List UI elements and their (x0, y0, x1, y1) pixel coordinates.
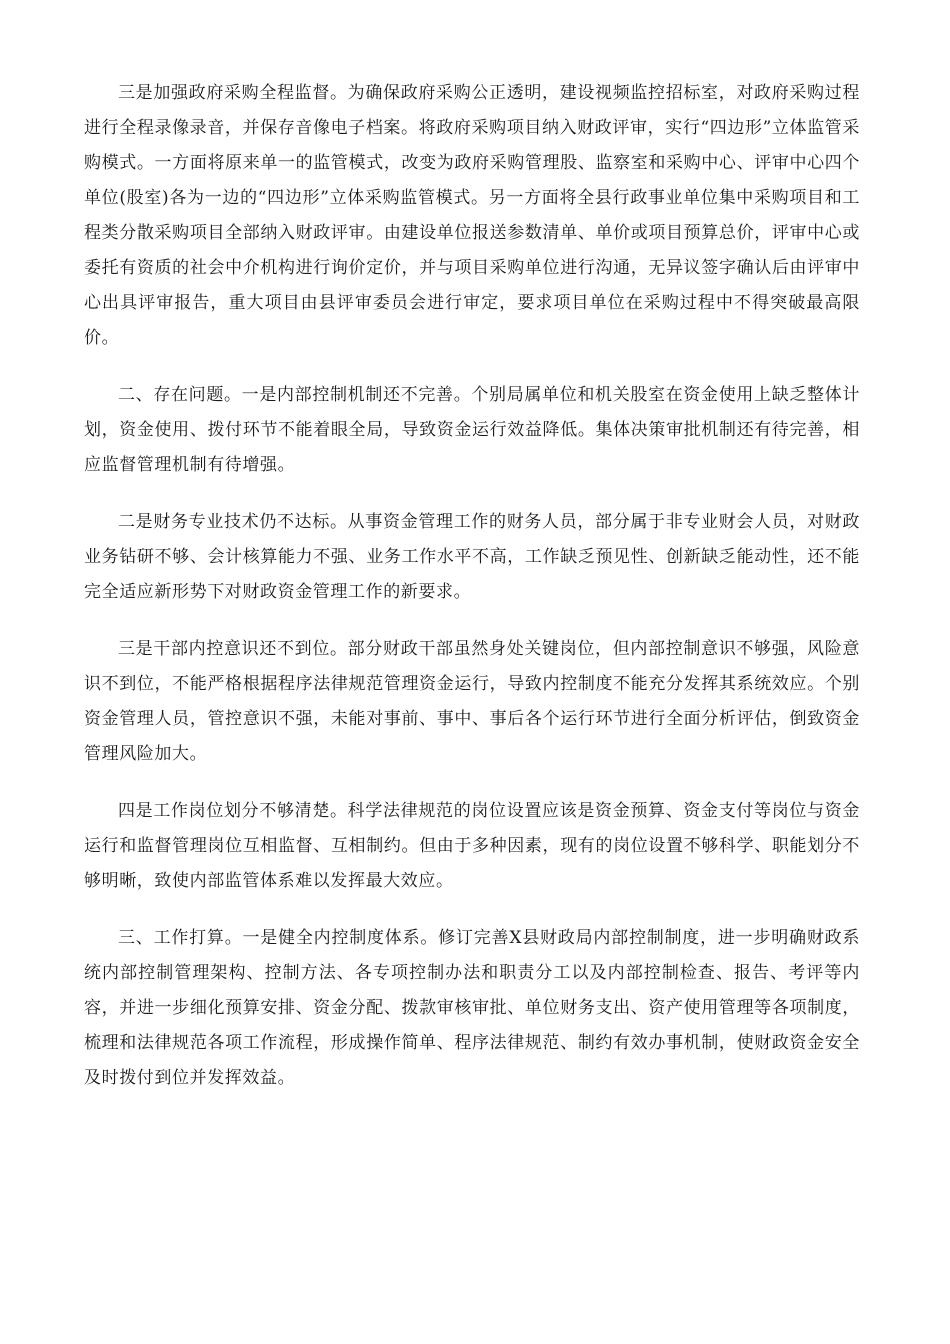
paragraph-work-plan: 三、工作打算。一是健全内控制度体系。修订完善X县财政局内部控制制度，进一步明确财政系统内部控制管理架构、控制方法、各专项控制办法和职责分工以及内部控制检查、报告、考评等内容，并进一步细化预算安排、资金分配、拨款审核审批、单位财务支出、资产使用管理等各项制度，梳理和法律规范各项工作流程，形成操作简单、程序法律规范、制约有效办事机制，使财政资金安全及时拨付到位并发挥效益。 (84, 928, 860, 1088)
paragraph-finance-skills: 二是财务专业技术仍不达标。从事资金管理工作的财务人员，部分属于非专业财会人员，对财政业务钻研不够、会计核算能力不强、业务工作水平不高，工作缺乏预见性、创新缺乏能动性，还不能完全适应新形势下对财政资金管理工作的新要求。 (84, 512, 860, 602)
document-body (84, 76, 860, 1118)
paragraph-existing-problems: 二、存在问题。一是内部控制机制还不完善。个别局属单位和机关股室在资金使用上缺乏整体计划，资金使用、拨付环节不能着眼全局，导致资金运行效益降低。集体决策审批机制还有待完善，相应监督管理机制有待增强。 (84, 385, 860, 475)
paragraph-post-division: 四是工作岗位划分不够清楚。科学法律规范的岗位设置应该是资金预算、资金支付等岗位与资金运行和监督管理岗位互相监督、互相制约。但由于多种因素，现有的岗位设置不够科学、职能划分不够明晰，致使内部监管体系难以发挥最大效应。 (84, 801, 860, 891)
paragraph-procurement-supervision: 三是加强政府采购全程监督。为确保政府采购公正透明，建设视频监控招标室，对政府采购过程进行全程录像录音，并保存音像电子档案。将政府采购项目纳入财政评审，实行“四边形”立体监管采购模式。一方面将原来单一的监管模式，改变为政府采购管理股、监察室和采购中心、评审中心四个单位(股室)各为一边的“四边形”立体采购监管模式。另一方面将全县行政事业单位集中采购项目和工程类分散采购项目全部纳入财政评审。由建设单位报送参数清单、单价或项目预算总价，评审中心或委托有资质的社会中介机构进行询价定价，并与项目采购单位进行沟通，无异议签字确认后由评审中心出具评审报告，重大项目由县评审委员会进行审定，要求项目单位在采购过程中不得突破最高限价。 (84, 83, 860, 348)
paragraph-control-awareness: 三是干部内控意识还不到位。部分财政干部虽然身处关键岗位，但内部控制意识不够强，风险意识不到位，不能严格根据程序法律规范管理资金运行，导致内控制度不能充分发挥其系统效应。个别资金管理人员，管控意识不强，未能对事前、事中、事后各个运行环节进行全面分析评估，倒致资金管理风险加大。 (84, 639, 860, 764)
